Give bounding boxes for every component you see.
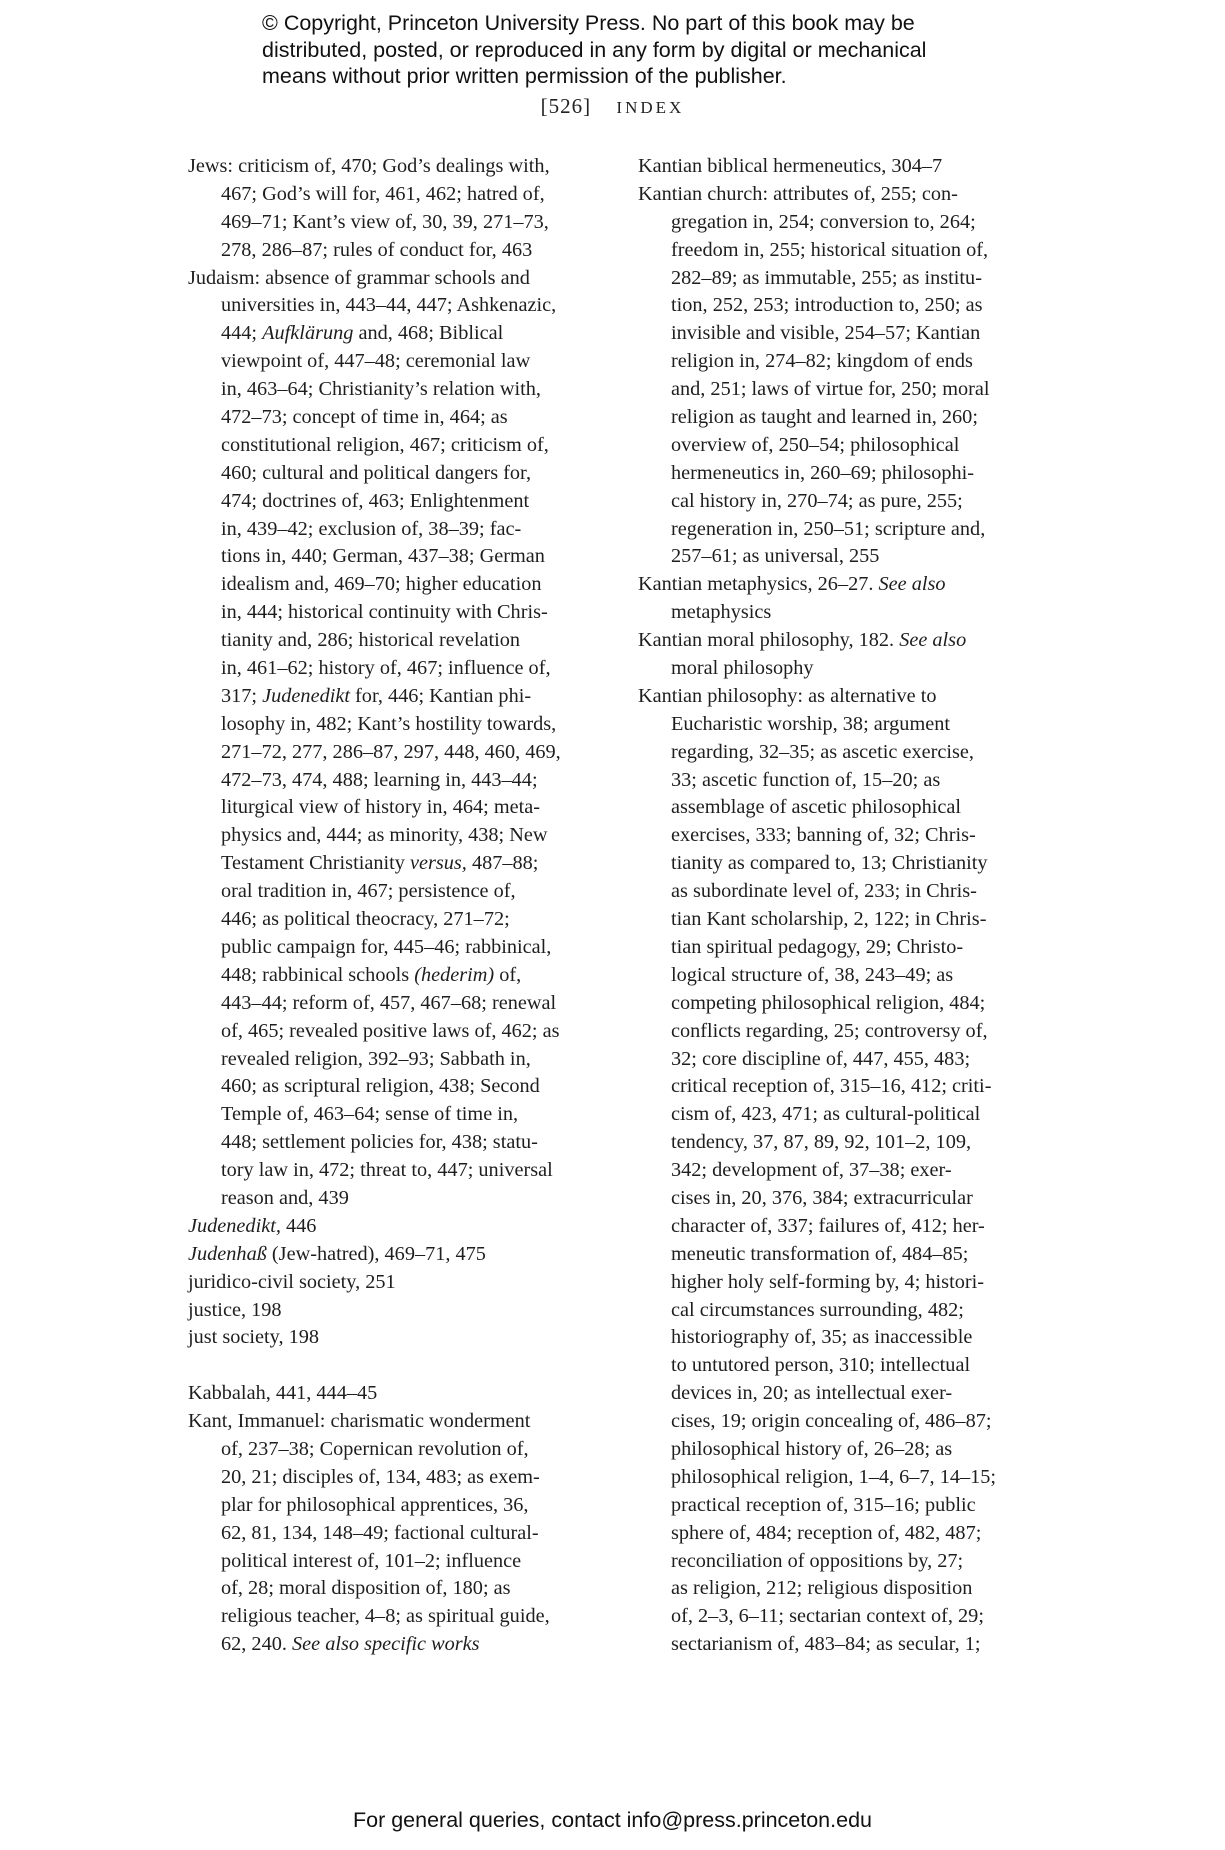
index-entry-continuation: political interest of, 101–2; influence <box>221 1549 522 1572</box>
index-entry-continuation: 474; doctrines of, 463; Enlightenment <box>221 489 530 512</box>
index-entry: juridico-civil society, 251 <box>188 1270 396 1293</box>
index-entry-continuation: to untutored person, 310; intellectual <box>671 1354 971 1377</box>
index-entry-continuation: in, 439–42; exclusion of, 38–39; fac- <box>221 517 522 540</box>
index-entry: Judenedikt, 446 <box>188 1214 317 1237</box>
index-entry-continuation: philosophical history of, 26–28; as <box>671 1437 953 1460</box>
index-entry: Kantian biblical hermeneutics, 304–7 <box>638 155 943 177</box>
index-entry-continuation: tions in, 440; German, 437–38; German <box>221 545 545 568</box>
index-entry-continuation: 342; development of, 37–38; exer- <box>671 1159 952 1182</box>
index-entry-continuation: 460; as scriptural religion, 438; Second <box>221 1075 540 1098</box>
index-entry-continuation: 444; Aufklärung and, 468; Biblical <box>221 322 504 345</box>
index-entry-continuation: 20, 21; disciples of, 134, 483; as exem- <box>221 1465 540 1488</box>
index-entry-continuation: tianity and, 286; historical revelation <box>221 629 521 652</box>
index-entry-continuation: plar for philosophical apprentices, 36, <box>221 1493 529 1516</box>
copyright-line: distributed, posted, or reproduced in any form by digital or mechanical <box>262 37 927 62</box>
index-entry-continuation: exercises, 333; banning of, 32; Chris- <box>671 824 976 847</box>
index-entry-continuation: practical reception of, 315–16; public <box>671 1493 976 1516</box>
index-entry: just society, 198 <box>188 1326 320 1349</box>
index-entry-continuation: and, 251; laws of virtue for, 250; moral <box>671 378 990 401</box>
index-entry-continuation: of, 237–38; Copernican revolution of, <box>221 1437 529 1460</box>
index-entry-continuation: devices in, 20; as intellectual exer- <box>671 1382 953 1405</box>
index-entry-continuation: competing philosophical religion, 484; <box>671 991 986 1014</box>
index-entry-continuation: as subordinate level of, 233; in Chris- <box>671 880 977 903</box>
index-entry-continuation: religious teacher, 4–8; as spiritual guide, <box>221 1605 550 1628</box>
index-entry-continuation: regarding, 32–35; as ascetic exercise, <box>671 740 974 763</box>
index-entry-continuation: 62, 240. See also specific works <box>221 1633 480 1656</box>
index-entry-continuation: cises, 19; origin concealing of, 486–87; <box>671 1410 992 1433</box>
copyright-line: means without prior written permission of the publisher. <box>262 64 787 88</box>
index-entry-continuation: tianity as compared to, 13; Christianity <box>671 852 988 875</box>
copyright-line: © Copyright, Princeton University Press. No part of this book may be <box>262 11 915 35</box>
index-entry-continuation: tian spiritual pedagogy, 29; Christo- <box>671 935 964 958</box>
index-entry: Kabbalah, 441, 444–45 <box>188 1382 378 1405</box>
index-entry-continuation: historiography of, 35; as inaccessible <box>671 1326 973 1349</box>
index-entry-continuation: revealed religion, 392–93; Sabbath in, <box>221 1047 531 1070</box>
index-entry-continuation: of, 2–3, 6–11; sectarian context of, 29; <box>671 1605 984 1628</box>
index-entry-continuation: losophy in, 482; Kant’s hostility towards, <box>221 712 557 735</box>
index-entry-continuation: moral philosophy <box>671 657 814 680</box>
index-entry-continuation: regeneration in, 250–51; scripture and, <box>671 517 986 540</box>
index-entry-continuation: assemblage of ascetic philosophical <box>671 796 962 819</box>
index-entry-continuation: reconciliation of oppositions by, 27; <box>671 1549 964 1572</box>
index-entry-continuation: tion, 252, 253; introduction to, 250; as <box>671 294 983 317</box>
index-entry-continuation: 282–89; as immutable, 255; as institu- <box>671 266 982 289</box>
index-entry-continuation: 472–73, 474, 488; learning in, 443–44; <box>221 768 538 791</box>
index-entry-continuation: 448; rabbinical schools (hederim) of, <box>221 963 522 986</box>
index-entry-continuation: 278, 286–87; rules of conduct for, 463 <box>221 238 533 261</box>
index-entry-continuation: 448; settlement policies for, 438; statu- <box>221 1131 538 1154</box>
index-entry-continuation: religion in, 274–82; kingdom of ends <box>671 350 973 373</box>
index-entry-continuation: oral tradition in, 467; persistence of, <box>221 880 516 903</box>
footer-contact: For general queries, contact info@press.princeton.edu <box>352 1808 872 1832</box>
index-entry-continuation: sphere of, 484; reception of, 482, 487; <box>671 1521 982 1544</box>
index-entry-continuation: 32; core discipline of, 447, 455, 483; <box>671 1047 971 1070</box>
index-entry-continuation: in, 463–64; Christianity’s relation with, <box>221 378 541 401</box>
index-entry-continuation: 443–44; reform of, 457, 467–68; renewal <box>221 991 557 1014</box>
index-entry-continuation: cises in, 20, 376, 384; extracurricular <box>671 1186 973 1209</box>
index-entry-continuation: gregation in, 254; conversion to, 264; <box>671 210 976 233</box>
index-entry-continuation: 62, 81, 134, 148–49; factional cultural- <box>221 1521 539 1544</box>
index-entry-continuation: viewpoint of, 447–48; ceremonial law <box>221 350 531 373</box>
index-entry-continuation: 317; Judenedikt for, 446; Kantian phi- <box>221 684 532 707</box>
index-entry-continuation: philosophical religion, 1–4, 6–7, 14–15; <box>671 1465 997 1488</box>
index-entry: Jews: criticism of, 470; God’s dealings with, <box>188 155 550 177</box>
index-entry-continuation: meneutic transformation of, 484–85; <box>671 1242 969 1265</box>
index-entry-continuation: logical structure of, 38, 243–49; as <box>671 963 954 986</box>
index-column-left <box>188 153 598 1659</box>
index-entry-continuation: Temple of, 463–64; sense of time in, <box>221 1103 519 1126</box>
index-entry-continuation: constitutional religion, 467; criticism of, <box>221 433 549 456</box>
running-head <box>0 94 1225 119</box>
index-entry-continuation: liturgical view of history in, 464; meta- <box>221 796 540 819</box>
index-entry-continuation: 469–71; Kant’s view of, 30, 39, 271–73, <box>221 210 549 233</box>
index-entry: Kantian metaphysics, 26–27. See also <box>638 573 946 596</box>
index-entry: Kant, Immanuel: charismatic wonderment <box>188 1410 531 1433</box>
index-entry-continuation: as religion, 212; religious disposition <box>671 1577 973 1600</box>
section-title: INDEX <box>616 98 685 117</box>
index-entry-continuation: cism of, 423, 471; as cultural-political <box>671 1103 981 1126</box>
index-entry: Kantian moral philosophy, 182. See also <box>638 629 967 652</box>
index-entry-continuation: cal circumstances surrounding, 482; <box>671 1298 964 1321</box>
index-entry-continuation: conflicts regarding, 25; controversy of, <box>671 1019 988 1042</box>
index-entry: Kantian church: attributes of, 255; con- <box>638 182 958 205</box>
index-column-right <box>638 153 1048 1659</box>
index-entry-continuation: tendency, 37, 87, 89, 92, 101–2, 109, <box>671 1131 972 1154</box>
index-entry: Judaism: absence of grammar schools and <box>188 266 530 289</box>
index-entry-continuation: higher holy self-forming by, 4; histori- <box>671 1270 984 1293</box>
index-entry-continuation: Testament Christianity versus, 487–88; <box>221 852 539 875</box>
index-entry: justice, 198 <box>188 1298 282 1321</box>
index-entry-continuation: 257–61; as universal, 255 <box>671 545 880 568</box>
index-entry: Judenhaß (Jew-hatred), 469–71, 475 <box>188 1242 486 1265</box>
index-entry-continuation: tian Kant scholarship, 2, 122; in Chris- <box>671 908 987 931</box>
index-entry-continuation: overview of, 250–54; philosophical <box>671 433 960 456</box>
index-entry-continuation: hermeneutics in, 260–69; philosophi- <box>671 461 975 484</box>
index-entry-continuation: public campaign for, 445–46; rabbinical, <box>221 935 552 958</box>
letter-section-gap <box>188 1352 598 1380</box>
index-entry: Kantian philosophy: as alternative to <box>638 684 937 707</box>
index-entry-continuation: sectarianism of, 483–84; as secular, 1; <box>671 1633 981 1656</box>
index-entry-continuation: reason and, 439 <box>221 1186 349 1209</box>
index-entry-continuation: 271–72, 277, 286–87, 297, 448, 460, 469, <box>221 740 561 763</box>
index-entry-continuation: character of, 337; failures of, 412; her- <box>671 1214 985 1237</box>
index-entry-continuation: 446; as political theocracy, 271–72; <box>221 908 510 931</box>
index-entry-continuation: freedom in, 255; historical situation of, <box>671 238 989 261</box>
index-entry-continuation: 33; ascetic function of, 15–20; as <box>671 768 941 791</box>
index-entry-continuation: 460; cultural and political dangers for, <box>221 461 532 484</box>
index-entry-continuation: 467; God’s will for, 461, 462; hatred of, <box>221 182 545 205</box>
index-entry-continuation: Eucharistic worship, 38; argument <box>671 712 950 735</box>
index-entry-continuation: religion as taught and learned in, 260; <box>671 406 978 429</box>
index-entry-continuation: in, 444; historical continuity with Chris- <box>221 601 548 624</box>
index-entry-continuation: 472–73; concept of time in, 464; as <box>221 406 508 429</box>
index-entry-continuation: in, 461–62; history of, 467; influence of, <box>221 657 551 680</box>
index-entry-continuation: metaphysics <box>671 601 772 624</box>
copyright-notice <box>262 10 1022 90</box>
index-entry-continuation: physics and, 444; as minority, 438; New <box>221 824 548 847</box>
index-entry-continuation: of, 28; moral disposition of, 180; as <box>221 1577 511 1600</box>
page-number: [526] <box>540 94 592 118</box>
index-entry-continuation: critical reception of, 315–16, 412; criti- <box>671 1075 992 1098</box>
index-entry-continuation: idealism and, 469–70; higher education <box>221 573 542 596</box>
index-entry-continuation: of, 465; revealed positive laws of, 462; as <box>221 1019 560 1042</box>
index-entry-continuation: invisible and visible, 254–57; Kantian <box>671 322 981 345</box>
index-entry-continuation: tory law in, 472; threat to, 447; universal <box>221 1159 553 1182</box>
index-entry-continuation: universities in, 443–44, 447; Ashkenazic, <box>221 294 557 317</box>
index-entry-continuation: cal history in, 270–74; as pure, 255; <box>671 489 963 512</box>
